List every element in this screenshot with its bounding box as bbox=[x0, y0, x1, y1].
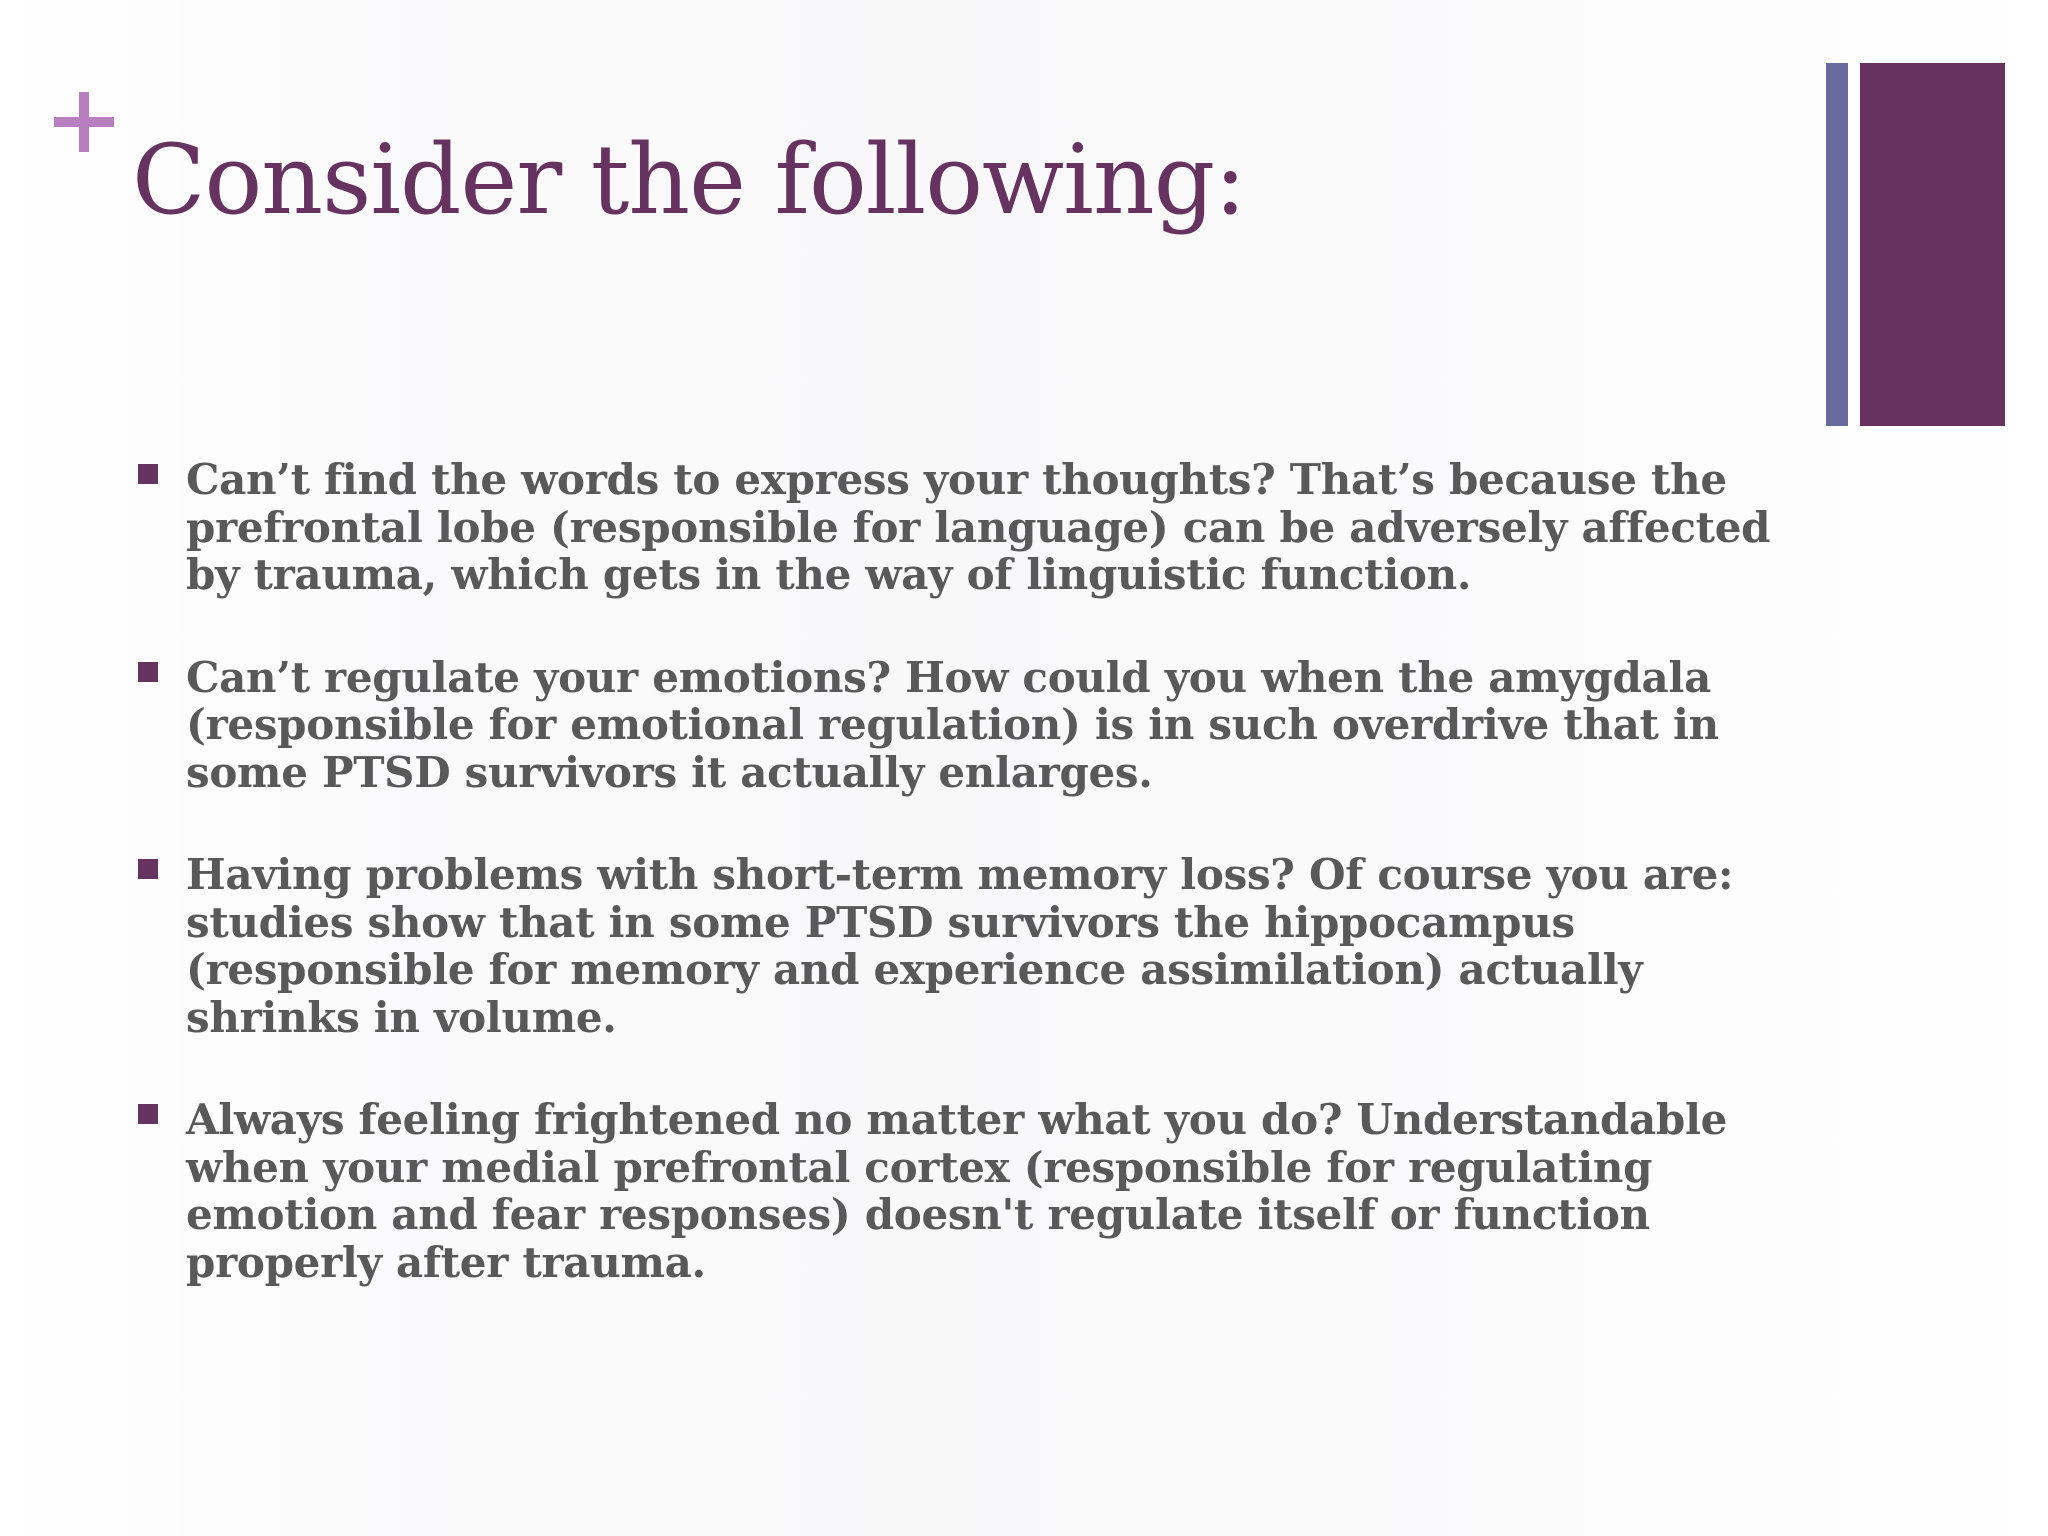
bullet-item bbox=[134, 456, 1814, 599]
square-bullet-icon bbox=[138, 464, 158, 484]
bullet-text: Can’t find the words to express your thoughts? That’s because the prefrontal lobe (responsible for language) can be adversely affected by trauma, which gets in the way of linguistic function. bbox=[186, 455, 1771, 599]
bullet-item bbox=[134, 1096, 1814, 1286]
accent-bar-wide bbox=[1860, 63, 2005, 426]
accent-bar-thin bbox=[1826, 63, 1848, 426]
bullet-text: Can’t regulate your emotions? How could you when the amygdala (responsible for emotional regulation) is in such overdrive that in some PTSD survivors it actually enlarges. bbox=[186, 652, 1719, 797]
square-bullet-icon bbox=[138, 1104, 158, 1124]
slide-title: Consider the following: bbox=[132, 124, 1246, 236]
bullet-list bbox=[134, 456, 1814, 1341]
square-bullet-icon bbox=[138, 662, 158, 682]
bullet-text: Having problems with short-term memory loss? Of course you are: studies show that in some PTSD survivors the hippocampus (responsible for memory and experience assimilation) actually shrinks in volume. bbox=[186, 850, 1734, 1042]
bullet-text: Always feeling frightened no matter what you do? Understandable when your medial prefrontal cortex (responsible for regulating emotion and fear responses) doesn't regulate itself or function properly after trauma. bbox=[186, 1095, 1728, 1287]
bullet-item bbox=[134, 654, 1814, 797]
plus-icon bbox=[54, 92, 114, 152]
bullet-item bbox=[134, 851, 1814, 1041]
square-bullet-icon bbox=[138, 859, 158, 879]
